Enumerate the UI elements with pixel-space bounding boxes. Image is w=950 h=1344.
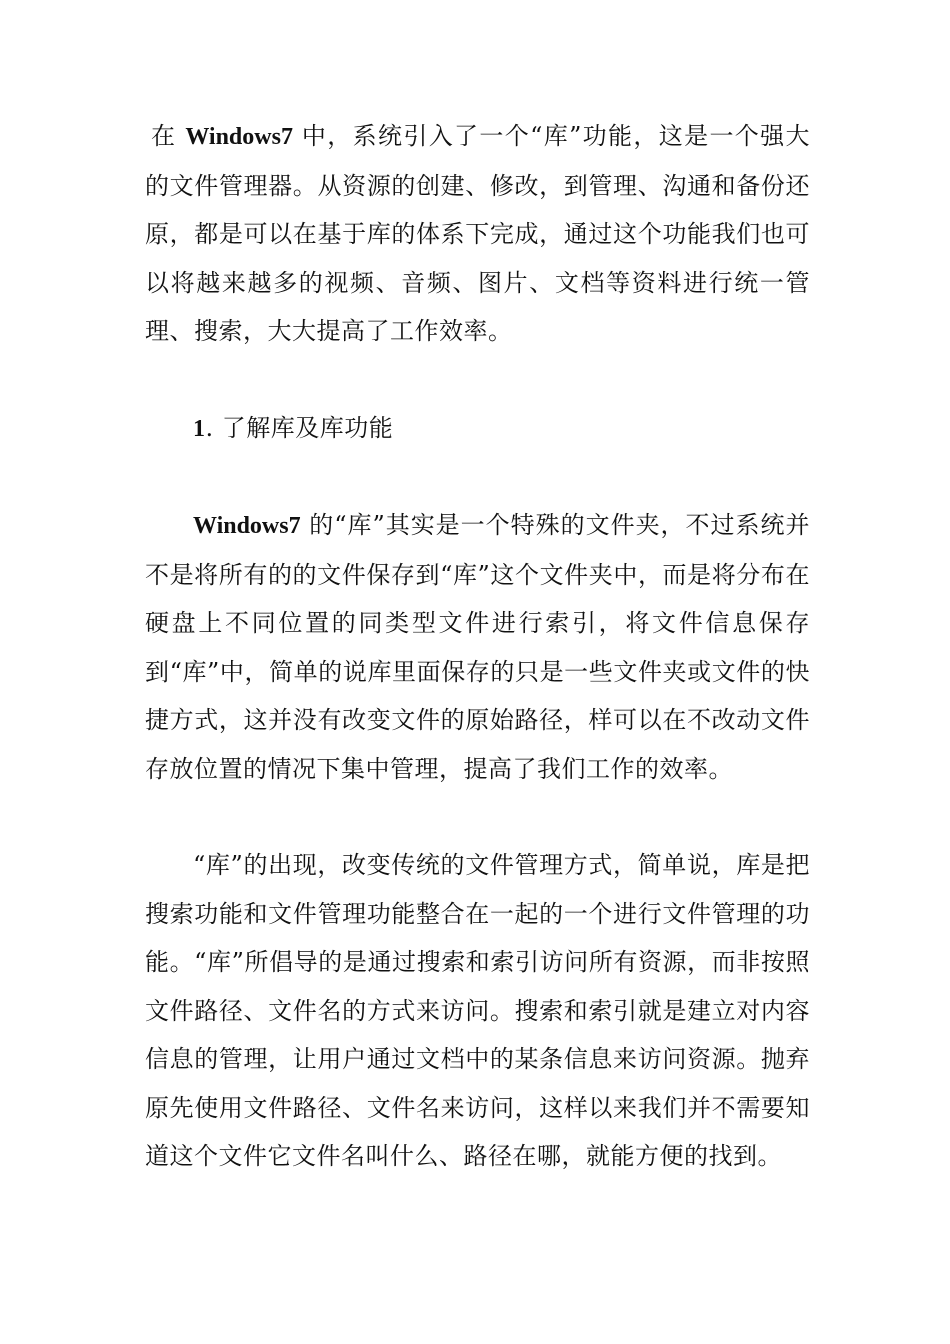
- section-separator: .: [205, 413, 222, 442]
- intro-prefix: 在: [151, 122, 186, 150]
- section-heading: [145, 404, 810, 454]
- library-definition-paragraph: [145, 501, 810, 793]
- intro-windows7: Windows7: [185, 124, 293, 150]
- spacer: [145, 453, 810, 501]
- intro-paragraph: [145, 112, 810, 356]
- definition-text: 的“库”其实是一个特殊的文件夹，不过系统并不是将所有的的文件保存到“库”这个文件夹中，而是将分布在硬盘上不同位置的同类型文件进行索引，将文件信息保存到“库”中，简单的说库里面保存的只是一些文件夹或文件的快捷方式，这并没有改变文件的原始路径，样可以在不改动文件存放位置的情况下集中管理，提高了我们工作的效率。: [145, 511, 810, 783]
- impact-text: “库”的出现，改变传统的文件管理方式，简单说，库是把搜索功能和文件管理功能整合在一起的一个进行文件管理的功能。“库”所倡导的是通过搜索和索引访问所有资源，而非按照文件路径、文件名的方式来访问。搜索和索引就是建立对内容信息的管理，让用户通过文档中的某条信息来访问资源。抛弃原先使用文件路径、文件名来访问，这样以来我们并不需要知道这个文件它文件名叫什么、路径在哪，就能方便的找到。: [145, 851, 810, 1170]
- library-impact-paragraph: [145, 841, 810, 1181]
- document-page: [145, 112, 810, 1181]
- section-number: 1: [193, 415, 206, 442]
- section-title: 了解库及库功能: [221, 413, 394, 442]
- spacer: [145, 793, 810, 841]
- definition-windows7: Windows7: [193, 513, 301, 539]
- intro-text: 中，系统引入了一个“库”功能，这是一个强大的文件管理器。从资源的创建、修改，到管理、沟通和备份还原，都是可以在基于库的体系下完成，通过这个功能我们也可以将越来越多的视频、音频、图片、文档等资料进行统一管理、搜索，大大提高了工作效率。: [145, 122, 810, 345]
- spacer: [145, 356, 810, 404]
